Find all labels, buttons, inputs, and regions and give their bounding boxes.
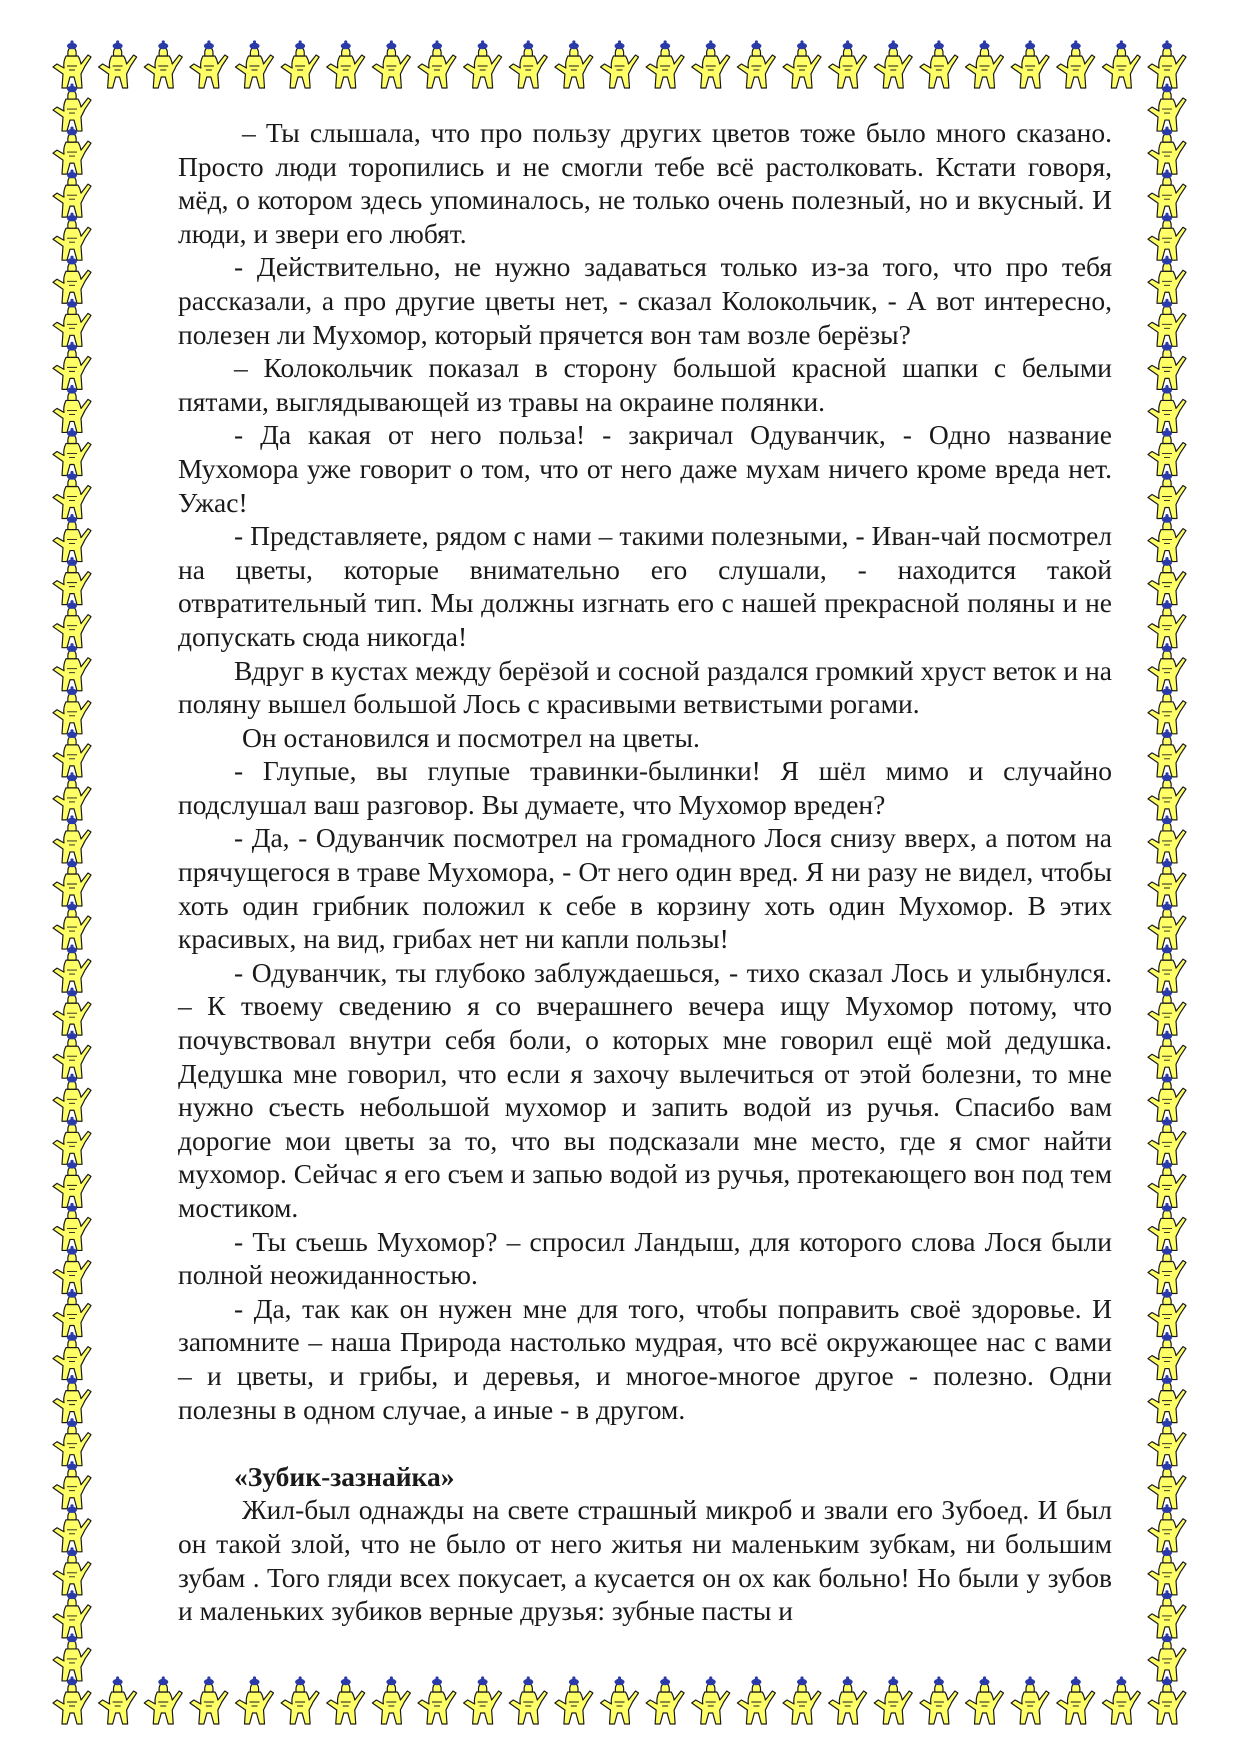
- cartoon-figure-icon: [874, 1676, 912, 1724]
- cartoon-figure-icon: [53, 1633, 91, 1681]
- cartoon-figure-icon: [1148, 1633, 1186, 1681]
- cartoon-figure-icon: [1148, 643, 1186, 691]
- cartoon-figure-icon: [692, 40, 730, 88]
- cartoon-figure-icon: [53, 901, 91, 949]
- cartoon-figure-icon: [1148, 815, 1186, 863]
- cartoon-figure-icon: [1148, 1676, 1186, 1724]
- cartoon-figure-icon: [53, 1031, 91, 1079]
- cartoon-figure-icon: [1102, 1676, 1140, 1724]
- cartoon-figure-icon: [53, 815, 91, 863]
- cartoon-figure-icon: [53, 772, 91, 820]
- cartoon-figure-icon: [190, 40, 228, 88]
- cartoon-figure-icon: [1148, 1160, 1186, 1208]
- cartoon-figure-icon: [1148, 170, 1186, 218]
- cartoon-figure-icon: [1148, 988, 1186, 1036]
- paragraph: - Да, так как он нужен мне для того, чтобы поправить своё здоровье. И запомните – наша Природа настолько мудрая, что всё окружающее нас с вами – и цветы, и грибы, и деревья, и многое-многое другое - полезно. Одни полезны в одном случае, а иные - в другом.: [178, 1292, 1112, 1425]
- cartoon-figure-icon: [1148, 428, 1186, 476]
- cartoon-figure-icon: [53, 557, 91, 605]
- cartoon-figure-icon: [1148, 1203, 1186, 1251]
- cartoon-figure-icon: [646, 1676, 684, 1724]
- blank-line: [178, 1426, 1112, 1460]
- cartoon-figure-icon: [1148, 83, 1186, 131]
- cartoon-figure-icon: [692, 1676, 730, 1724]
- cartoon-figure-icon: [509, 1676, 547, 1724]
- cartoon-figure-icon: [53, 643, 91, 691]
- cartoon-figure-icon: [236, 1676, 274, 1724]
- cartoon-figure-icon: [1148, 299, 1186, 347]
- cartoon-figure-icon: [53, 729, 91, 777]
- cartoon-figure-icon: [53, 1246, 91, 1294]
- cartoon-figure-icon: [53, 1418, 91, 1466]
- cartoon-figure-icon: [1148, 213, 1186, 261]
- cartoon-figure-icon: [53, 988, 91, 1036]
- paragraph: - Да какая от него польза! - закричал Одуванчик, - Одно название Мухомора уже говорит о том, что от него даже мухам ничего кроме вреда нет. Ужас!: [178, 419, 1112, 518]
- paragraph: - Глупые, вы глупые травинки-былинки! Я шёл мимо и случайно подслушал ваш разговор. Вы думаете, что Мухомор вреден?: [178, 755, 1112, 820]
- cartoon-figure-icon: [1148, 342, 1186, 390]
- cartoon-figure-icon: [53, 1504, 91, 1552]
- cartoon-figure-icon: [53, 83, 91, 131]
- paragraph: Вдруг в кустах между берёзой и сосной раздался громкий хруст веток и на поляну вышел большой Лось с красивыми ветвистыми рогами.: [178, 654, 1112, 720]
- paragraph: Жил-был однажды на свете страшный микроб и звали его Зубоед. И был он такой злой, что не было от него житья ни маленьким зубкам, ни большим зубам . Того гляди всех покусает, а кусается он ох как больно! Но были у зубов и маленьких зубиков верные друзья: зубные пасты и: [178, 1494, 1112, 1627]
- paragraph: - Да, - Одуванчик посмотрел на громадного Лося снизу вверх, а потом на прячущегося в траве Мухомора, - От него один вред. Я ни разу не видел, чтобы хоть один грибник положил к себе в корзину хоть один Мухомор. В этих красивых, на вид, грибах нет ни капли пользы!: [178, 822, 1112, 955]
- paragraph: Он остановился и посмотрел на цветы.: [242, 721, 700, 753]
- cartoon-figure-icon: [509, 40, 547, 88]
- cartoon-figure-icon: [1011, 1676, 1049, 1724]
- cartoon-figure-icon: [966, 1676, 1004, 1724]
- story-title: «Зубик-зазнайка»: [234, 1460, 455, 1492]
- cartoon-figure-icon: [1148, 901, 1186, 949]
- cartoon-figure-icon: [1148, 514, 1186, 562]
- cartoon-figure-icon: [1148, 385, 1186, 433]
- cartoon-figure-icon: [53, 1590, 91, 1638]
- paragraph: - Одуванчик, ты глубоко заблуждаешься, - тихо сказал Лось и улыбнулся. – К твоему сведению я со вчерашнего вечера ищу Мухомор потому, что почувствовал внутри себя боли, о которых мне говорил ещё мой дедушка. Дедушка мне говорил, что если я захочу вылечиться от этой болезни, то мне нужно съесть небольшой мухомор и запить водой из ручья. Спасибо вам дорогие мои цветы за то, что вы подсказали мне место, где я смог найти мухомор. Сейчас я его съем и запью водой из ручья, протекающего вон под тем мостиком.: [178, 956, 1112, 1223]
- cartoon-figure-icon: [53, 213, 91, 261]
- cartoon-figure-icon: [555, 1676, 593, 1724]
- cartoon-figure-icon: [53, 1289, 91, 1337]
- cartoon-figure-icon: [53, 299, 91, 347]
- cartoon-figure-icon: [920, 40, 958, 88]
- cartoon-figure-icon: [53, 1461, 91, 1509]
- cartoon-figure-icon: [1148, 1289, 1186, 1337]
- cartoon-figure-icon: [99, 1676, 137, 1724]
- cartoon-figure-icon: [372, 40, 410, 88]
- cartoon-figure-icon: [1148, 256, 1186, 304]
- cartoon-figure-icon: [53, 1160, 91, 1208]
- cartoon-figure-icon: [829, 1676, 867, 1724]
- cartoon-figure-icon: [1148, 1332, 1186, 1380]
- cartoon-figure-icon: [53, 385, 91, 433]
- cartoon-figure-icon: [327, 1676, 365, 1724]
- cartoon-figure-icon: [1148, 127, 1186, 175]
- cartoon-figure-icon: [53, 514, 91, 562]
- cartoon-figure-icon: [418, 40, 456, 88]
- cartoon-figure-icon: [144, 40, 182, 88]
- cartoon-figure-icon: [1148, 686, 1186, 734]
- cartoon-figure-icon: [1148, 1246, 1186, 1294]
- cartoon-figure-icon: [99, 40, 137, 88]
- cartoon-figure-icon: [53, 342, 91, 390]
- cartoon-figure-icon: [53, 170, 91, 218]
- cartoon-figure-icon: [1148, 945, 1186, 993]
- cartoon-figure-icon: [737, 1676, 775, 1724]
- cartoon-figure-icon: [1011, 40, 1049, 88]
- cartoon-figure-icon: [53, 1117, 91, 1165]
- cartoon-figure-icon: [1148, 1590, 1186, 1638]
- cartoon-figure-icon: [1148, 858, 1186, 906]
- cartoon-figure-icon: [1148, 1031, 1186, 1079]
- cartoon-figure-icon: [53, 945, 91, 993]
- cartoon-figure-icon: [190, 1676, 228, 1724]
- cartoon-figure-icon: [418, 1676, 456, 1724]
- cartoon-figure-icon: [966, 40, 1004, 88]
- cartoon-figure-icon: [53, 1375, 91, 1423]
- cartoon-figure-icon: [53, 1332, 91, 1380]
- document-body: [178, 116, 1112, 1628]
- cartoon-figure-icon: [1148, 40, 1186, 88]
- paragraph: - Действительно, не нужно задаваться только из-за того, что про тебя рассказали, а про другие цветы нет, - сказал Колокольчик, - А вот интересно, полезен ли Мухомор, который прячется вон там возле берёзы?: [178, 251, 1112, 350]
- cartoon-figure-icon: [1148, 471, 1186, 519]
- cartoon-figure-icon: [1148, 1418, 1186, 1466]
- cartoon-figure-icon: [1148, 1461, 1186, 1509]
- cartoon-figure-icon: [920, 1676, 958, 1724]
- cartoon-figure-icon: [53, 127, 91, 175]
- cartoon-figure-icon: [464, 1676, 502, 1724]
- cartoon-figure-icon: [281, 1676, 319, 1724]
- cartoon-figure-icon: [53, 1203, 91, 1251]
- paragraph: - Ты съешь Мухомор? – спросил Ландыш, для которого слова Лося были полной неожиданностью.: [178, 1225, 1112, 1291]
- cartoon-figure-icon: [1148, 729, 1186, 777]
- cartoon-figure-icon: [1148, 1375, 1186, 1423]
- cartoon-figure-icon: [236, 40, 274, 88]
- cartoon-figure-icon: [1148, 1504, 1186, 1552]
- cartoon-figure-icon: [1148, 1547, 1186, 1595]
- paragraph: - Представляете, рядом с нами – такими полезными, - Иван-чай посмотрел на цветы, которые внимательно его слушали, - находится такой отвратительный тип. Мы должны изгнать его с нашей прекрасной поляны и не допускать сюда никогда!: [178, 520, 1112, 652]
- cartoon-figure-icon: [53, 1074, 91, 1122]
- cartoon-figure-icon: [53, 428, 91, 476]
- paragraph: – Колокольчик показал в сторону большой красной шапки с белыми пятами, выглядывающей из травы на окраине полянки.: [178, 352, 1112, 417]
- cartoon-figure-icon: [783, 40, 821, 88]
- cartoon-figure-icon: [874, 40, 912, 88]
- cartoon-figure-icon: [1057, 40, 1095, 88]
- cartoon-figure-icon: [53, 686, 91, 734]
- cartoon-figure-icon: [1148, 600, 1186, 648]
- cartoon-figure-icon: [53, 471, 91, 519]
- cartoon-figure-icon: [783, 1676, 821, 1724]
- cartoon-figure-icon: [53, 1547, 91, 1595]
- cartoon-figure-icon: [737, 40, 775, 88]
- cartoon-figure-icon: [372, 1676, 410, 1724]
- cartoon-figure-icon: [1148, 772, 1186, 820]
- cartoon-figure-icon: [327, 40, 365, 88]
- cartoon-figure-icon: [144, 1676, 182, 1724]
- cartoon-figure-icon: [601, 40, 639, 88]
- cartoon-figure-icon: [646, 40, 684, 88]
- cartoon-figure-icon: [1148, 1074, 1186, 1122]
- cartoon-figure-icon: [53, 256, 91, 304]
- cartoon-figure-icon: [601, 1676, 639, 1724]
- cartoon-figure-icon: [53, 858, 91, 906]
- cartoon-figure-icon: [464, 40, 502, 88]
- cartoon-figure-icon: [53, 40, 91, 88]
- cartoon-figure-icon: [281, 40, 319, 88]
- cartoon-figure-icon: [53, 600, 91, 648]
- cartoon-figure-icon: [1057, 1676, 1095, 1724]
- cartoon-figure-icon: [555, 40, 593, 88]
- cartoon-figure-icon: [1102, 40, 1140, 88]
- paragraph: – Ты слышала, что про пользу других цветов тоже было много сказано. Просто люди торопились и не смогли тебе всё растолковать. Кстати говоря, мёд, о котором здесь упоминалось, не только очень полезный, но и вкусный. И люди, и звери его любят.: [178, 117, 1112, 249]
- cartoon-figure-icon: [1148, 1117, 1186, 1165]
- cartoon-figure-icon: [829, 40, 867, 88]
- cartoon-figure-icon: [53, 1676, 91, 1724]
- cartoon-figure-icon: [1148, 557, 1186, 605]
